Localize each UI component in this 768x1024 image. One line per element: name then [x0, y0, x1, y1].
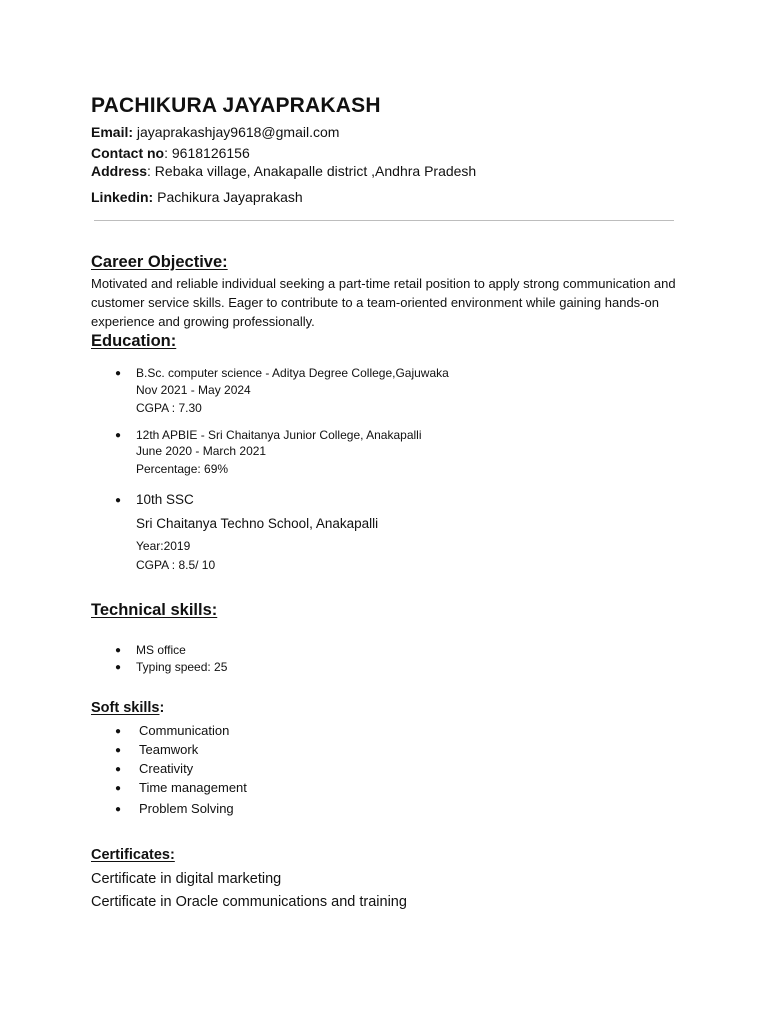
- soft-skills-heading-colon: :: [159, 700, 165, 716]
- education-item-title: B.Sc. computer science - Aditya Degree College,Gajuwaka: [136, 366, 449, 380]
- linkedin-value: Pachikura Jayaprakash: [153, 189, 303, 205]
- career-objective-text: Motivated and reliable individual seeking a part-time retail position to apply strong communication and customer service skills. Eager to contribute to a team-oriented environment while gaining hands-on experience and growing professionally.: [91, 276, 676, 329]
- soft-skills-heading: [91, 700, 164, 716]
- contact-label: Contact no: [91, 145, 165, 161]
- education-item-title: 12th APBIE - Sri Chaitanya Junior College, Anakapalli: [136, 428, 422, 442]
- bullet-icon: ●: [115, 495, 122, 506]
- bullet-icon: ●: [115, 726, 122, 737]
- soft-skill-item: Problem Solving: [139, 801, 234, 816]
- education-item-dates: Nov 2021 - May 2024: [136, 383, 251, 397]
- contact-value: : 9618126156: [164, 145, 250, 161]
- education-heading: Education:: [91, 332, 177, 350]
- email-value: jayaprakashjay9618@gmail.com: [133, 124, 340, 140]
- education-item-dates: June 2020 - March 2021: [136, 444, 267, 458]
- education-item-score: CGPA : 7.30: [136, 401, 202, 415]
- bullet-icon: ●: [115, 764, 122, 775]
- address-line: [91, 163, 476, 179]
- contact-line: [91, 145, 250, 161]
- linkedin-label: Linkedin:: [91, 189, 154, 205]
- certificates-heading: Certificates:: [91, 847, 175, 863]
- education-item-title: 10th SSC: [136, 492, 194, 507]
- bullet-icon: ●: [115, 783, 122, 794]
- bullet-icon: ●: [115, 745, 122, 756]
- technical-skill-item: MS office: [136, 643, 186, 657]
- bullet-icon: ●: [115, 662, 122, 673]
- email-label: Email:: [91, 124, 134, 140]
- certificate-item: Certificate in digital marketing: [91, 871, 282, 887]
- education-item-score: Percentage: 69%: [136, 462, 229, 476]
- linkedin-line: [91, 189, 303, 205]
- soft-skills-heading-text: Soft skills: [91, 700, 160, 716]
- address-value: : Rebaka village, Anakapalle district ,Andhra Pradesh: [147, 163, 477, 179]
- certificate-item: Certificate in Oracle communications and training: [91, 894, 407, 910]
- bullet-icon: ●: [115, 804, 122, 815]
- candidate-name: PACHIKURA JAYAPRAKASH: [91, 94, 381, 117]
- header-divider: [94, 220, 674, 221]
- education-item-school: Sri Chaitanya Techno School, Anakapalli: [136, 516, 379, 531]
- soft-skill-item: Teamwork: [139, 742, 199, 757]
- bullet-icon: ●: [115, 368, 122, 379]
- education-item-score: CGPA : 8.5/ 10: [136, 558, 216, 572]
- bullet-icon: ●: [115, 645, 122, 656]
- soft-skill-item: Creativity: [139, 761, 194, 776]
- soft-skill-item: Communication: [139, 723, 230, 738]
- career-objective-heading: Career Objective:: [91, 253, 228, 271]
- soft-skill-item: Time management: [139, 780, 247, 795]
- education-item-year: Year:2019: [136, 539, 191, 553]
- bullet-icon: ●: [115, 430, 122, 441]
- technical-skill-item: Typing speed: 25: [136, 660, 228, 674]
- address-label: Address: [91, 163, 148, 179]
- technical-skills-heading: Technical skills:: [91, 601, 218, 619]
- email-line: [91, 124, 339, 140]
